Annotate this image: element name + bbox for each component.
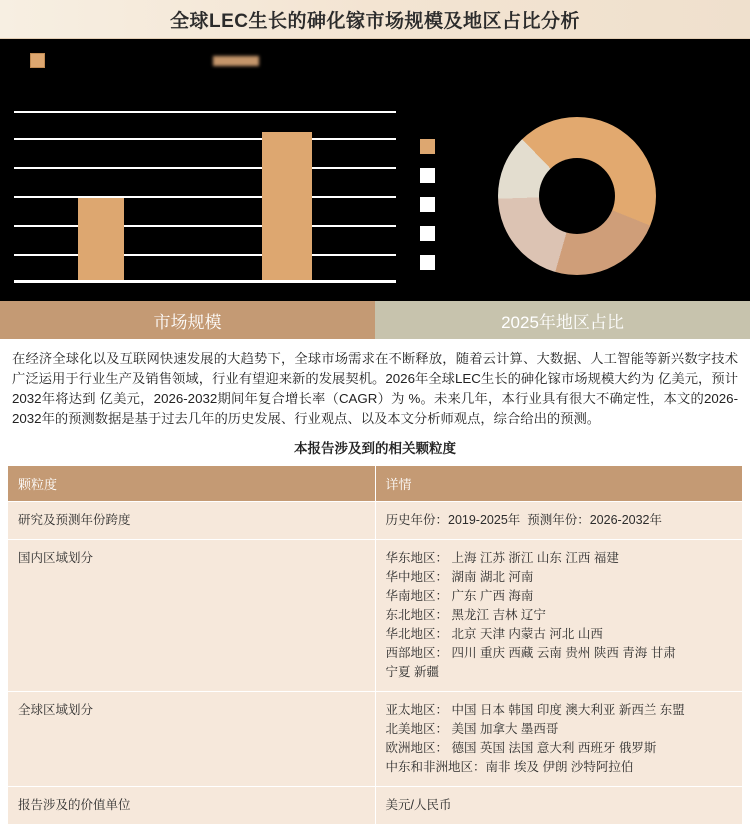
detail-line: 北美地区： 美国 加拿大 墨西哥 <box>385 722 559 736</box>
gridline <box>14 225 396 227</box>
page-title-bar <box>0 0 750 39</box>
page-title: 全球LEC生长的砷化镓市场规模及地区占比分析 <box>169 10 580 32</box>
donut-ring <box>498 117 656 275</box>
detail-line: 华中地区： 湖南 湖北 河南 <box>385 570 534 584</box>
table-header-detail: 详情 <box>375 466 743 502</box>
table-row <box>8 540 743 692</box>
bar-series-2 <box>262 132 312 280</box>
detail-line: 华北地区： 北京 天津 内蒙古 河北 山西 <box>385 627 603 641</box>
row-label-year-span: 研究及预测年份跨度 <box>8 502 376 540</box>
legend-item-series-1 <box>30 53 53 68</box>
row-detail-value-unit <box>375 787 743 825</box>
legend-swatch-region-5-icon <box>420 255 435 270</box>
bar-chart-plot-area <box>14 111 396 283</box>
bar-chart <box>0 39 410 301</box>
table-row <box>8 502 743 540</box>
donut-chart <box>410 39 750 301</box>
legend-item-series-2 <box>213 56 267 66</box>
detail-line: 美元/人民币 <box>385 798 452 812</box>
row-detail-year-span <box>375 502 743 540</box>
detail-line: 西部地区： 四川 重庆 西藏 云南 贵州 陕西 青海 甘肃 <box>385 646 676 660</box>
detail-line: 历史年份：2019-2025年 预测年份：2026-2032年 <box>385 513 663 527</box>
legend-swatch-region-2-icon <box>420 168 435 183</box>
legend-swatch-region-3-icon <box>420 197 435 212</box>
caption-market-size: 市场规模 <box>0 301 375 339</box>
gridline <box>14 196 396 198</box>
chart-captions <box>0 301 750 339</box>
gridline <box>14 111 396 113</box>
detail-line: 欧洲地区： 德国 英国 法国 意大利 西班牙 俄罗斯 <box>385 741 657 755</box>
body-paragraph: 在经济全球化以及互联网快速发展的大趋势下，全球市场需求在不断释放，随着云计算、大数据、人工智能等新兴数字技术广泛运用于行业生产及销售领域，行业有望迎来新的发展契机。2026年全球LEC生长的砷化镓市场规模大约为 亿美元，预计2032年将达到 亿美元，2026-2032期间年复合增长率（CAGR）为 %。未来几年，本行业具有很大不确定性，本文的2026-2032年的预测数据是基于过去几年的历史发展、行业观点、以及本文分析师观点，综合给出的预测。 <box>12 351 738 426</box>
detail-line: 华南地区： 广东 广西 海南 <box>385 589 534 603</box>
table-header-granularity: 颗粒度 <box>8 466 376 502</box>
legend-swatch-blurred-icon <box>213 56 259 66</box>
granularity-table <box>7 465 743 825</box>
row-label-value-unit: 报告涉及的价值单位 <box>8 787 376 825</box>
row-label-global-regions: 全球区域划分 <box>8 692 376 787</box>
row-label-domestic-regions: 国内区域划分 <box>8 540 376 692</box>
gridline <box>14 138 396 140</box>
gridline <box>14 167 396 169</box>
detail-line: 中东和非洲地区：南非 埃及 伊朗 沙特阿拉伯 <box>385 760 634 774</box>
detail-line: 东北地区： 黑龙江 吉林 辽宁 <box>385 608 546 622</box>
donut-chart-graphic <box>498 117 656 275</box>
table-header-row <box>8 466 743 502</box>
donut-chart-legend <box>420 139 435 270</box>
table-subtitle: 本报告涉及到的相关颗粒度 <box>294 441 456 456</box>
charts-panel <box>0 39 750 301</box>
row-detail-domestic-regions <box>375 540 743 692</box>
caption-region-share: 2025年地区占比 <box>375 301 750 339</box>
detail-line: 亚太地区： 中国 日本 韩国 印度 澳大利亚 新西兰 东盟 <box>385 703 685 717</box>
bar-series-1 <box>78 198 124 280</box>
legend-swatch-icon <box>30 53 45 68</box>
row-detail-global-regions <box>375 692 743 787</box>
bar-chart-legend <box>0 39 410 68</box>
legend-swatch-region-1-icon <box>420 139 435 154</box>
x-axis <box>14 280 396 283</box>
table-row <box>8 787 743 825</box>
gridline <box>14 254 396 256</box>
legend-swatch-region-4-icon <box>420 226 435 241</box>
table-row <box>8 692 743 787</box>
detail-line: 宁夏 新疆 <box>385 665 439 679</box>
detail-line: 华东地区： 上海 江苏 浙江 山东 江西 福建 <box>385 551 619 565</box>
